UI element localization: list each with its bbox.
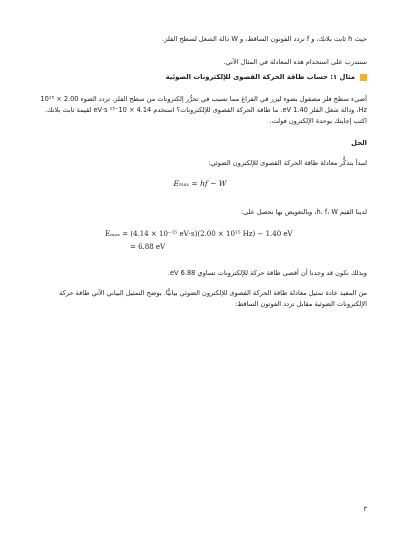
solution-label: الحل <box>351 139 367 147</box>
equation-line-1: Eₘₐₓ = (4.14 × 10⁻¹⁵ eV⋅s)(2.00 × 10¹⁵ Hz) − 1.40 eV <box>105 230 293 238</box>
recall-paragraph: لنبدأ بتذكُّر معادلة طاقة الحركة القصوى للإلكترون الضوئي: <box>208 159 367 167</box>
graph-intro-paragraph: من المفيد عادة تمثيل معادلة طاقة الحركة القصوى للإلكترون الضوئي بيانيًّا. يوضح التمثيل البياني الآتي طاقة حركة الإلكترونات الضوئية مقابل تردد الفوتون الساقط: <box>59 289 367 308</box>
example-marker-icon <box>360 74 367 81</box>
kinetic-energy-equation: Eₘₐₓ = hf − W <box>173 179 227 188</box>
result-paragraph: وبذلك نكون قد وجدنا أن أقصى طاقة حركة للإلكترونات تساوي 6.88 eV. <box>167 269 367 277</box>
page-number: ٣ <box>363 505 367 513</box>
practice-paragraph: سنتدرب على استخدام هذه المعادلة في المثال الآتي. <box>223 58 367 66</box>
example-heading <box>33 72 367 83</box>
example-title: مثال ١: حساب طاقة الحركة القصوى للإلكترونات الضوئية <box>165 73 355 81</box>
intro-paragraph: حيث h ثابت بلانك، و f تردد الفوتون الساقط، و W دالة الشغل لسطح الفلز. <box>162 35 367 43</box>
equation-line-2: = 6.88 eV <box>130 243 166 251</box>
substitution-paragraph: لدينا القيم h، f، W، وبالتعويض بها نحصل على: <box>240 208 367 216</box>
example-question: أضيء سطح فلز مصقول بضوء ليزر في الفراغ مما تسبب في تحرُّر إلكترونات من سطح الفلز. تردد الضوء 2.00 × 10¹⁵ Hz، ودالة شغل الفلز 1.40 eV. ما طاقة الحركة القصوى للإلكترونات؟ استخدم 4.14 × 10⁻¹⁵ eV⋅s لقيمة ثابت بلانك. اكتب إجابتك بوحدة الإلكترون فولت. <box>40 95 367 125</box>
substituted-equation <box>105 228 293 254</box>
